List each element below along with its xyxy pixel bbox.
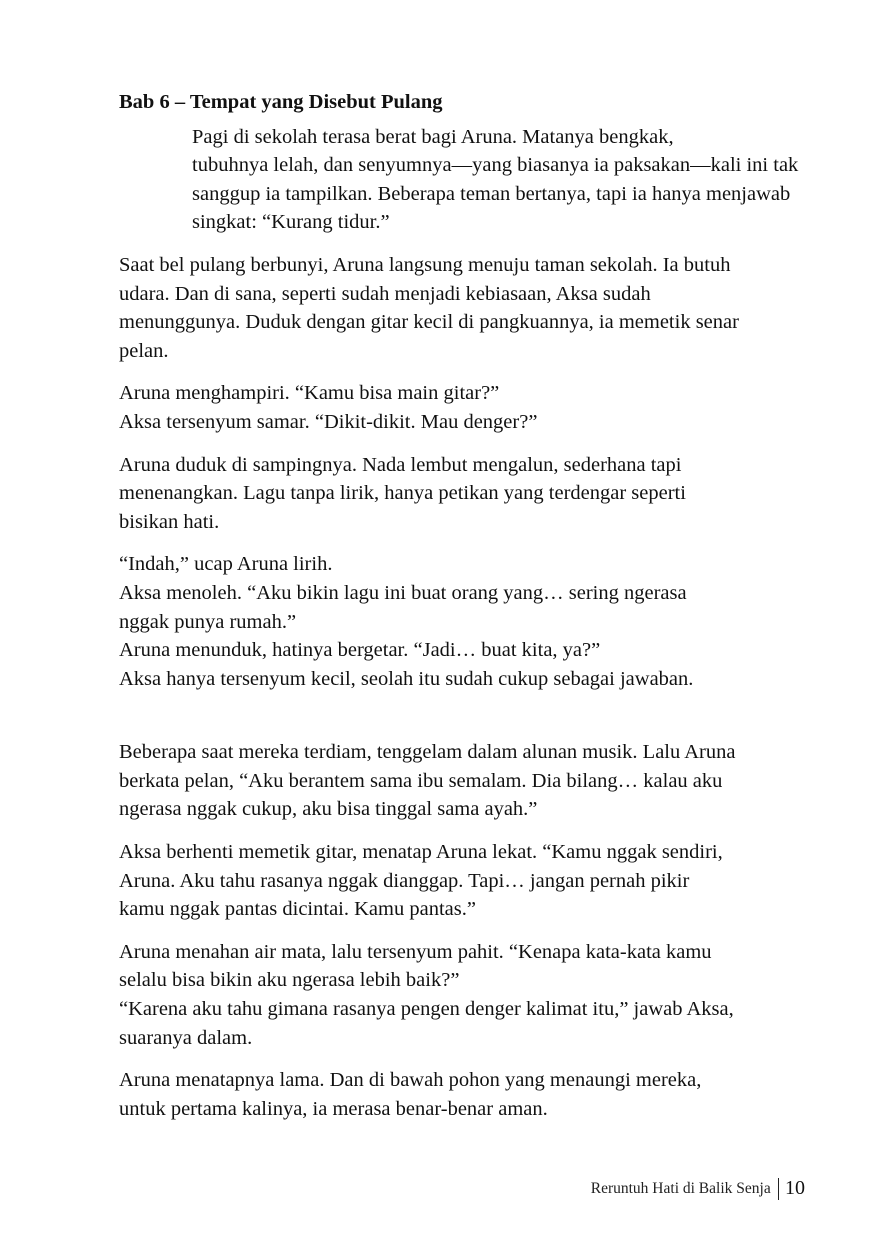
text-line: Pagi di sekolah terasa berat bagi Aruna. Matanya bengkak,: [192, 125, 674, 148]
chapter-title: Bab 6 – Tempat yang Disebut Pulang: [119, 91, 443, 113]
text-line: “Karena aku tahu gimana rasanya pengen denger kalimat itu,” jawab Aksa,: [119, 998, 734, 1021]
text-line: bisikan hati.: [119, 510, 220, 533]
text-line: pelan.: [119, 339, 169, 362]
text-line: Aruna menahan air mata, lalu tersenyum pahit. “Kenapa kata-kata kamu: [119, 940, 712, 963]
text-line: “Indah,” ucap Aruna lirih.: [119, 553, 333, 576]
paragraph-9: [119, 1066, 819, 1123]
page-number: 10: [785, 1177, 805, 1199]
page-footer: [591, 1177, 805, 1200]
text-line: Aksa menoleh. “Aku bikin lagu ini buat orang yang… sering ngerasa: [119, 581, 687, 604]
paragraph-3: [119, 379, 819, 436]
text-line: Aruna menatapnya lama. Dan di bawah pohon yang menaungi mereka,: [119, 1069, 702, 1092]
text-line: Aksa berhenti memetik gitar, menatap Aruna lekat. “Kamu nggak sendiri,: [119, 841, 723, 864]
paragraph-7: [119, 838, 819, 924]
text-line: udara. Dan di sana, seperti sudah menjadi kebiasaan, Aksa sudah: [119, 282, 651, 305]
paragraph-4: [119, 451, 819, 537]
text-line: nggak punya rumah.”: [119, 610, 297, 633]
text-line: Saat bel pulang berbunyi, Aruna langsung menuju taman sekolah. Ia butuh: [119, 253, 731, 276]
text-line: Aksa tersenyum samar. “Dikit-dikit. Mau denger?”: [119, 410, 538, 433]
paragraph-6: [119, 738, 819, 824]
text-line: Aruna menunduk, hatinya bergetar. “Jadi… buat kita, ya?”: [119, 639, 601, 662]
text-line: menenangkan. Lagu tanpa lirik, hanya petikan yang terdengar seperti: [119, 482, 686, 505]
text-line: menunggunya. Duduk dengan gitar kecil di pangkuannya, ia memetik senar: [119, 311, 739, 334]
text-line: Aruna. Aku tahu rasanya nggak dianggap. Tapi… jangan pernah pikir: [119, 869, 690, 892]
text-line: Beberapa saat mereka terdiam, tenggelam dalam alunan musik. Lalu Aruna: [119, 741, 736, 764]
footer-divider: [778, 1178, 779, 1200]
paragraph-8: [119, 938, 819, 1052]
text-line: berkata pelan, “Aku berantem sama ibu semalam. Dia bilang… kalau aku: [119, 769, 723, 792]
text-line: singkat: “Kurang tidur.”: [192, 211, 390, 234]
text-line: ngerasa nggak cukup, aku bisa tinggal sama ayah.”: [119, 798, 538, 821]
text-line: selalu bisa bikin aku ngerasa lebih baik?”: [119, 969, 460, 992]
text-line: untuk pertama kalinya, ia merasa benar-benar aman.: [119, 1097, 548, 1120]
text-line: kamu nggak pantas dicintai. Kamu pantas.”: [119, 898, 476, 921]
text-line: Aruna duduk di sampingnya. Nada lembut mengalun, sederhana tapi: [119, 453, 682, 476]
text-line: Aksa hanya tersenyum kecil, seolah itu sudah cukup sebagai jawaban.: [119, 667, 694, 690]
text-line: tubuhnya lelah, dan senyumnya—yang biasanya ia paksakan—kali ini tak: [192, 154, 799, 177]
paragraph-1: [119, 123, 819, 237]
text-line: suaranya dalam.: [119, 1026, 253, 1049]
paragraph-2: [119, 251, 819, 365]
footer-book-title: Reruntuh Hati di Balik Senja: [590, 1179, 771, 1197]
text-line: sanggup ia tampilkan. Beberapa teman bertanya, tapi ia hanya menjawab: [192, 182, 791, 205]
page-body: [119, 88, 819, 1137]
text-line: Aruna menghampiri. “Kamu bisa main gitar?”: [119, 382, 500, 405]
paragraph-5: [119, 550, 819, 693]
